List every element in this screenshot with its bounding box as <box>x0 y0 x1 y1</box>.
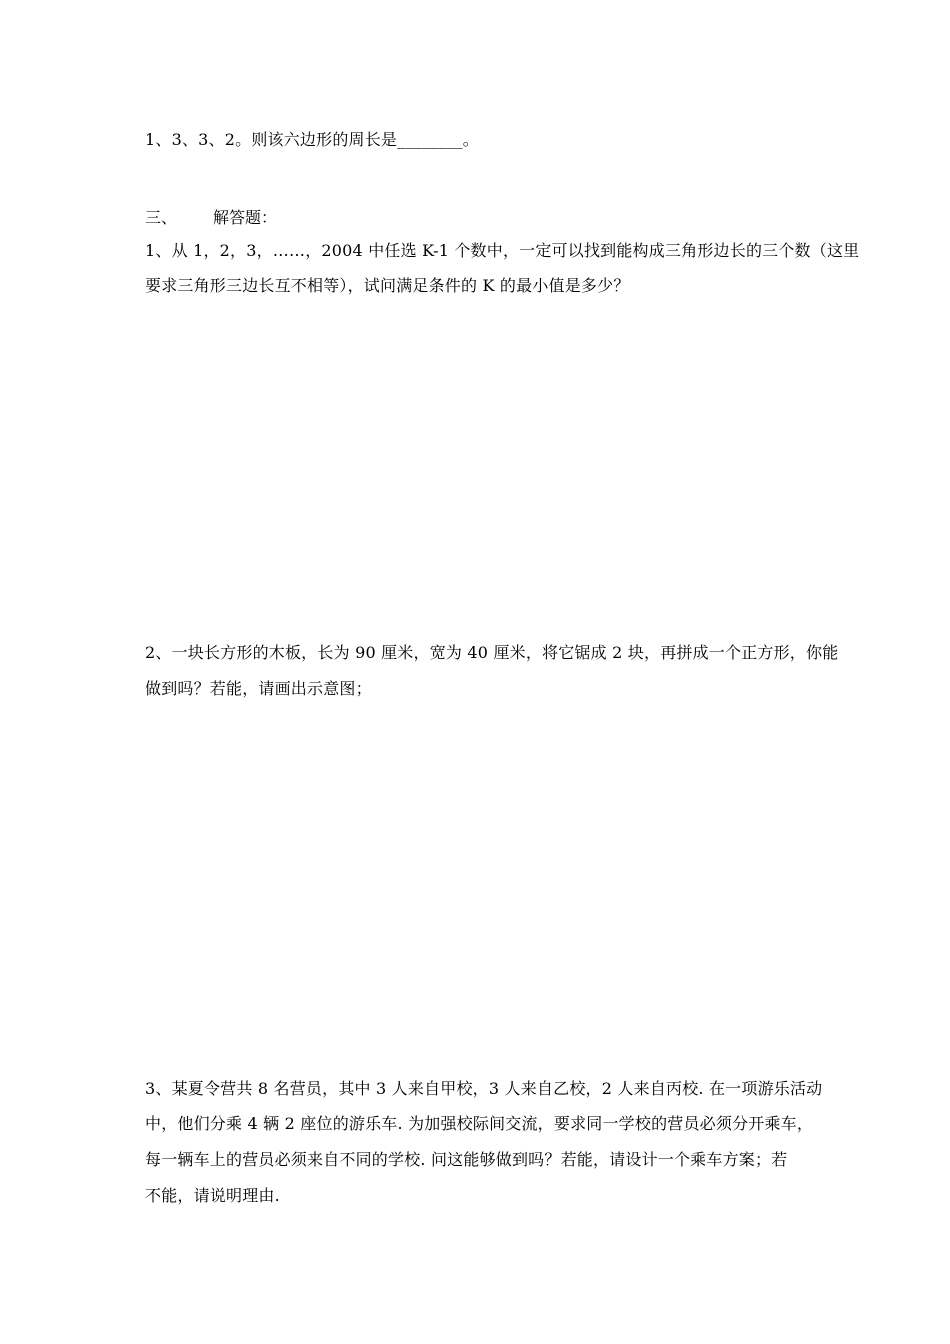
problem-1-line-1: 1、从 1，2，3，……，2004 中任选 K-1 个数中，一定可以找到能构成三角形边长的三个数（这里 <box>145 241 860 260</box>
problem-3-line-2: 中，他们分乘 4 辆 2 座位的游乐车. 为加强校际间交流，要求同一学校的营员必须分开乘车， <box>145 1114 814 1133</box>
problem-3-line-3: 每一辆车上的营员必须来自不同的学校. 问这能够做到吗？若能，请设计一个乘车方案；若 <box>145 1150 788 1169</box>
section-heading <box>145 208 277 228</box>
problem-2-line-2: 做到吗？若能，请画出示意图； <box>145 679 372 698</box>
problem-3-line-1: 3、某夏令营共 8 名营员，其中 3 人来自甲校，3 人来自乙校，2 人来自丙校. 在一项游乐活动 <box>145 1079 823 1098</box>
section-number: 三、 <box>145 208 178 227</box>
problem-1-line-2: 要求三角形三边长互不相等），试问满足条件的 K 的最小值是多少？ <box>145 276 630 295</box>
previous-question-fragment: 1、3、3、2。则该六边形的周长是________。 <box>145 130 479 149</box>
section-title: 解答题： <box>213 208 278 227</box>
problem-2-line-1: 2、一块长方形的木板，长为 90 厘米，宽为 40 厘米，将它锯成 2 块，再拼成一个正方形，你能 <box>145 643 839 662</box>
problem-3-line-4: 不能，请说明理由. <box>145 1186 280 1205</box>
